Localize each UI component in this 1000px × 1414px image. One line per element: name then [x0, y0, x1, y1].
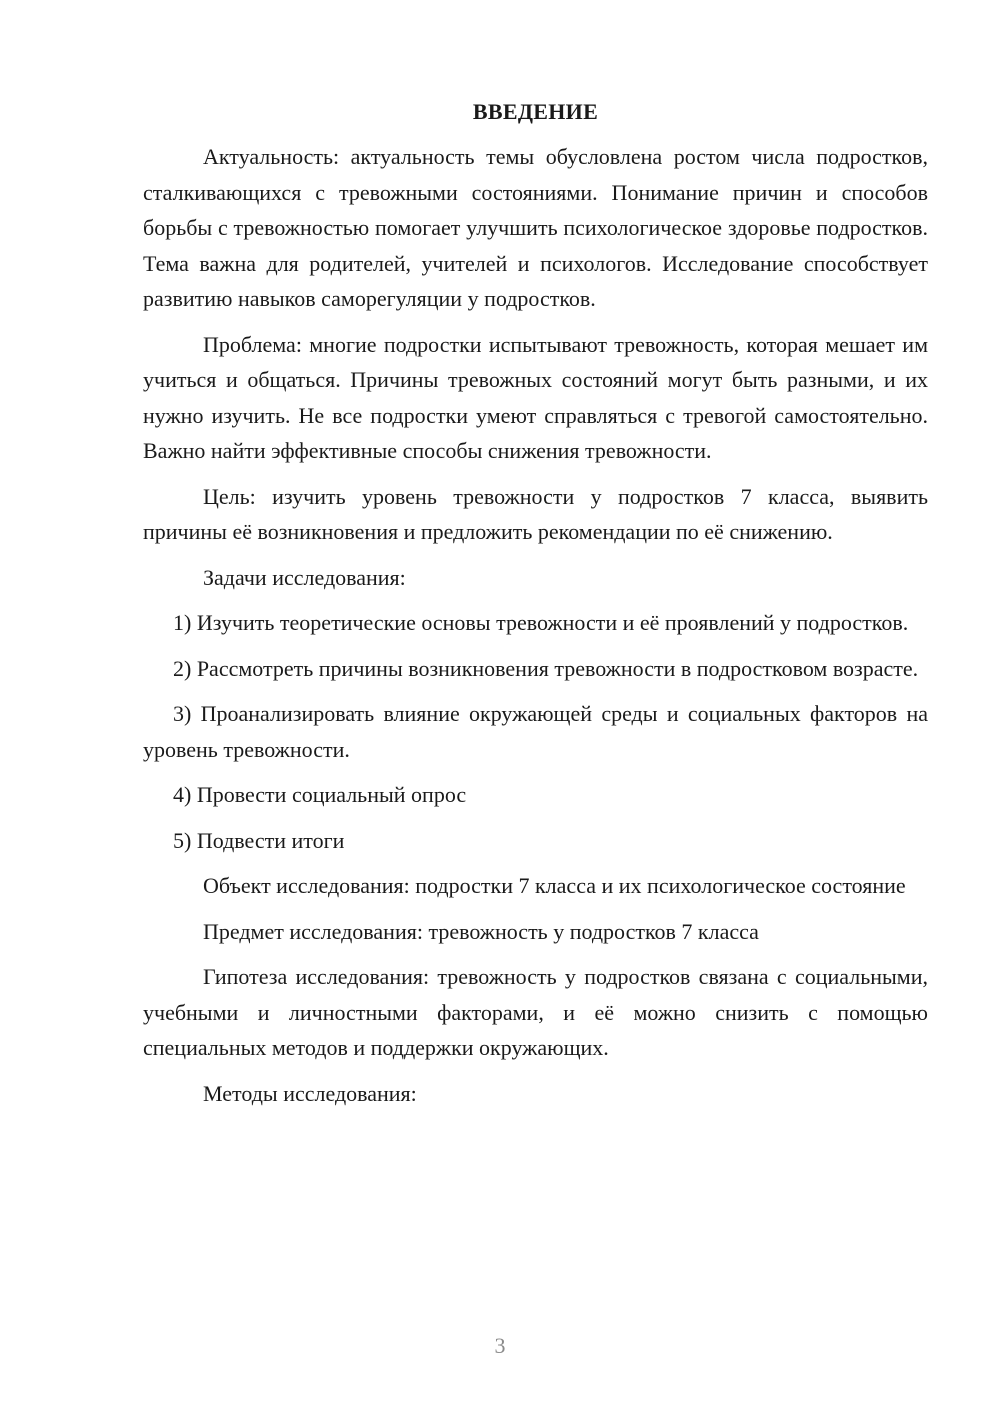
page-content [143, 94, 928, 1111]
section-heading: ВВЕДЕНИЕ [472, 99, 599, 124]
task-item-5: 5) Подвести итоги [173, 827, 345, 853]
task-item-1: 1) Изучить теоретические основы тревожности и её проявлений у подростков. [173, 610, 909, 635]
methods-title: Методы исследования: [203, 1080, 417, 1106]
tasks-title: Задачи исследования: [203, 564, 406, 590]
goal-paragraph: Цель: изучить уровень тревожности у подростков 7 класса, выявить причины её возникновения и предложить рекомендации по её снижению. [143, 483, 928, 544]
page-number: 3 [494, 1333, 506, 1358]
subject-paragraph: Предмет исследования: тревожность у подростков 7 класса [203, 918, 759, 944]
hypothesis-paragraph: Гипотеза исследования: тревожность у подростков связана с социальными, учебными и личностными факторами, и её можно снизить с помощью специальных методов и поддержки окружающих. [143, 964, 928, 1060]
task-item-3: 3) Проанализировать влияние окружающей среды и социальных факторов на уровень тревожности. [143, 701, 928, 762]
object-paragraph: Объект исследования: подростки 7 класса и их психологическое состояние [203, 873, 906, 898]
task-item-2: 2) Рассмотреть причины возникновения тревожности в подростковом возрасте. [173, 655, 919, 681]
task-item-4: 4) Провести социальный опрос [173, 782, 467, 807]
problem-paragraph: Проблема: многие подростки испытывают тревожность, которая мешает им учиться и общаться. Причины тревожных состояний могут быть разными, и их нужно изучить. Не все подростки умеют справляться с тревогой самостоятельно. Важно найти эффективные способы снижения тревожности. [143, 331, 928, 463]
relevance-paragraph: Актуальность: актуальность темы обусловлена ростом числа подростков, сталкивающихся с тревожными состояниями. Понимание причин и способов борьбы с тревожностью помогает улучшить психологическое здоровье подростков. Тема важна для родителей, учителей и психологов. Исследование способствует развитию навыков саморегуляции у подростков. [143, 144, 928, 311]
